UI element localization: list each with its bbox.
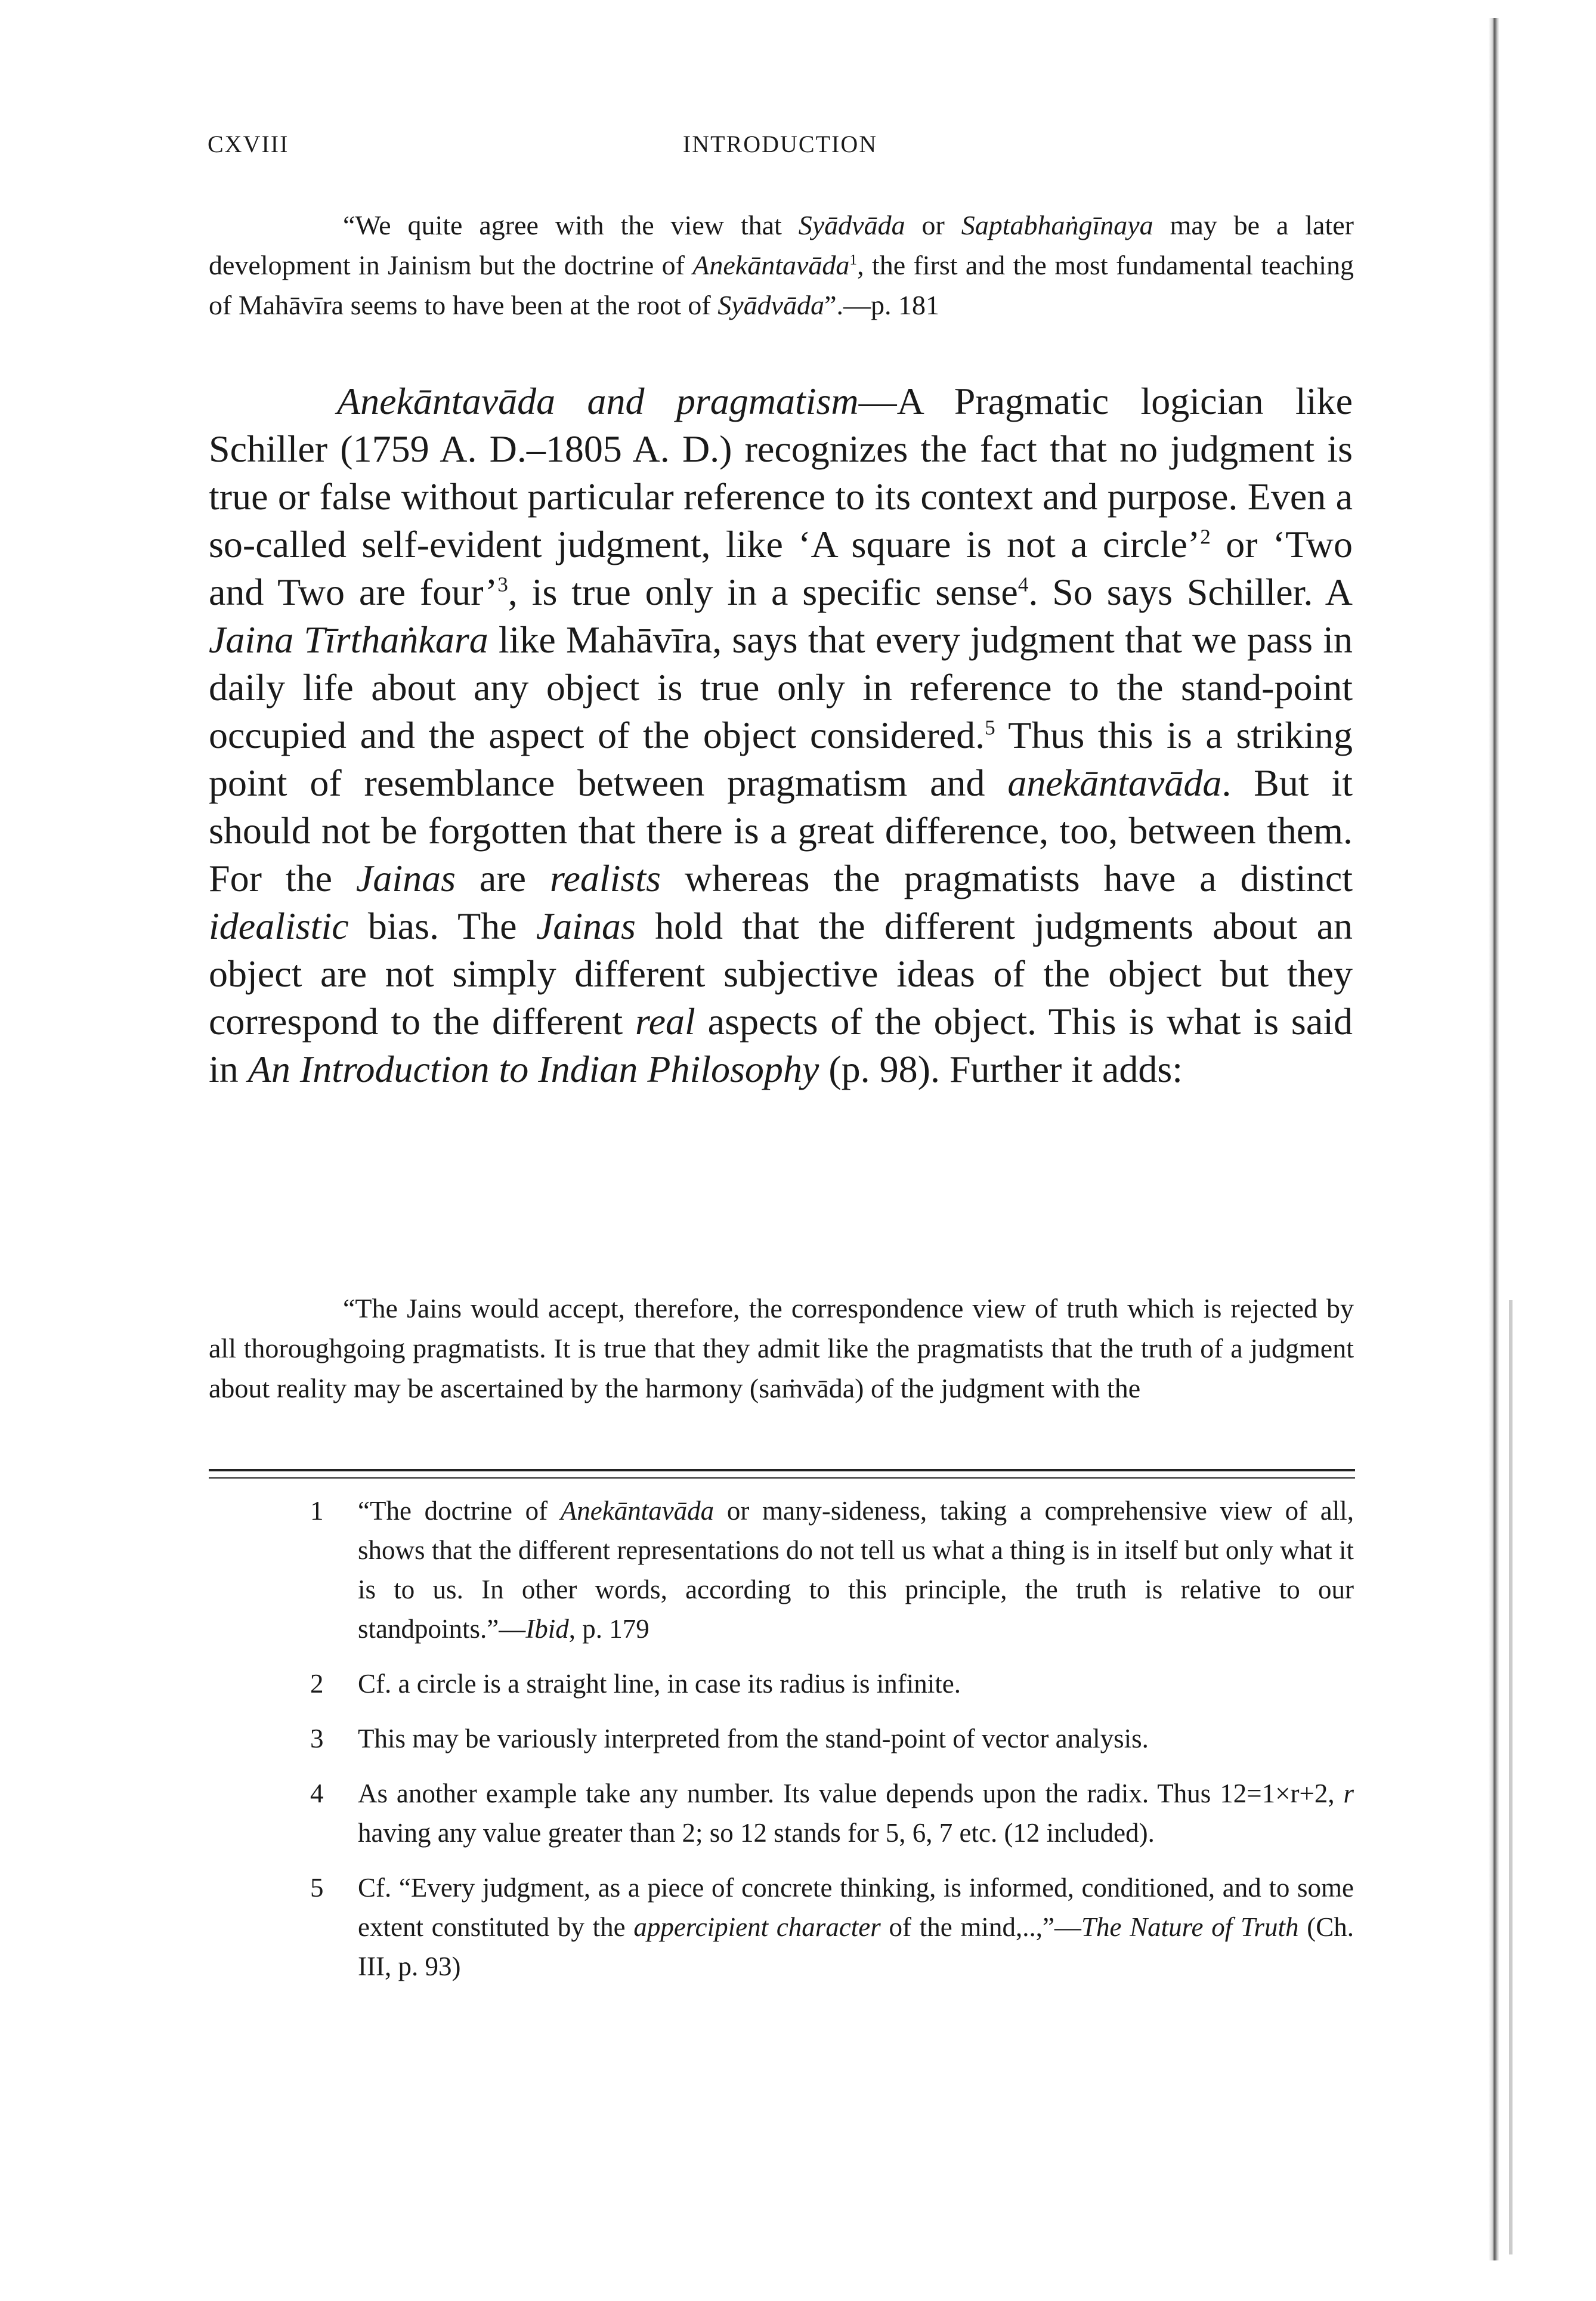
footnote-number: 2 <box>310 1669 324 1699</box>
footnote-ref-5: 5 <box>985 716 995 740</box>
main-paragraph <box>209 378 1353 1093</box>
scanned-page-edge <box>1489 18 1499 2260</box>
footnote-number: 5 <box>310 1873 324 1903</box>
footnote-ref-4: 4 <box>1017 573 1029 596</box>
footnote-ref-3: 3 <box>497 573 508 596</box>
body-paragraph: Anekāntavāda and pragmatism—A Pragmatic logician like Schiller (1759 A. D.–1805 A. D.) recognizes the fact that no judgment is true or false without particular reference to its context and purpose. Even a so-called self-evident judgment, like ‘A square is not a circle’$^2$ or ‘Two and Two are four’$^3$, is true only in a specific sense$^4$. So says Schiller. A Jaina Tīrthaṅkara like Mahāvīra, says that every judgment that we pass in daily life about any object is true only in reference to the stand-point occupied and the aspect of the object considered.$^5$ Thus this is a striking point of resemblance between pragmatism and anekāntavāda. But it should not be forgotten that there is a great difference, too, between them. For the Jainas are realists whereas the pragmatists have a distinct idealistic bias. The Jainas hold that the different judgments about an object are not simply different subjective ideas of the object but they correspond to the different real aspects of the object. This is what is said in An Introduction to Indian Philosophy (p. 98). Further it adds: <box>209 380 1353 1090</box>
footnote-divider <box>209 1469 1355 1471</box>
footnote-number: 3 <box>310 1724 324 1753</box>
footnotes <box>209 1491 1354 2002</box>
footnote-number: 1 <box>310 1496 324 1526</box>
footnote-2: 2 Cf. a circle is a straight line, in case its radius is infinite. <box>209 1664 1354 1703</box>
footnote-3: 3 This may be variously interpreted from the stand-point of vector analysis. <box>209 1719 1354 1758</box>
footnote-1: 1 “The doctrine of Anekāntavāda or many-sideness, taking a comprehensive view of all, shows that the different representations do not tell us what a thing is in itself but only what it is to us. In other words, according to this principle, the truth is relative to our standpoints.”—Ibid, p. 179 <box>209 1491 1354 1649</box>
page-number: CXVIII <box>208 131 289 157</box>
running-title: INTRODUCTION <box>682 131 878 157</box>
section-heading-inline: Anekāntavāda and pragmatism <box>337 380 859 422</box>
footnote-5: 5 Cf. “Every judgment, as a piece of concrete thinking, is informed, conditioned, and to some extent constituted by the appercipient character of the mind,..,”—The Nature of Truth (Ch. III, p. 93) <box>209 1868 1354 1986</box>
footnote-ref-1: 1 <box>849 251 858 268</box>
footnote-4: 4 As another example take any number. Its value depends upon the radix. Thus 12=1×r+2, r having any value greater than 2; so 12 stands for 5, 6, 7 etc. (12 included). <box>209 1774 1354 1852</box>
scanned-page-shadow <box>1509 1300 1513 2254</box>
footnote-divider-thin <box>209 1477 1355 1479</box>
block-quote-syadvada <box>209 205 1354 325</box>
block-quote-jains <box>209 1288 1354 1408</box>
footnote-ref-2: 2 <box>1200 525 1211 549</box>
quote-paragraph: “The Jains would accept, therefore, the correspondence view of truth which is rejected by all thoroughgoing pragmatists. It is true that they admit like the pragmatists that the truth of a judgment about reality may be ascertained by the harmony (saṁvāda) of the judgment with the <box>209 1293 1354 1403</box>
quote-paragraph: “We quite agree with the view that Syādvāda or Saptabhaṅgīnaya may be a later development in Jainism but the doctrine of Anekāntavāda$^1$, the first and the most fundamental teaching of Mahāvīra seems to have been at the root of Syādvāda”.—p. 181 <box>209 210 1354 320</box>
page-header <box>208 130 1353 172</box>
footnote-number: 4 <box>310 1779 324 1808</box>
